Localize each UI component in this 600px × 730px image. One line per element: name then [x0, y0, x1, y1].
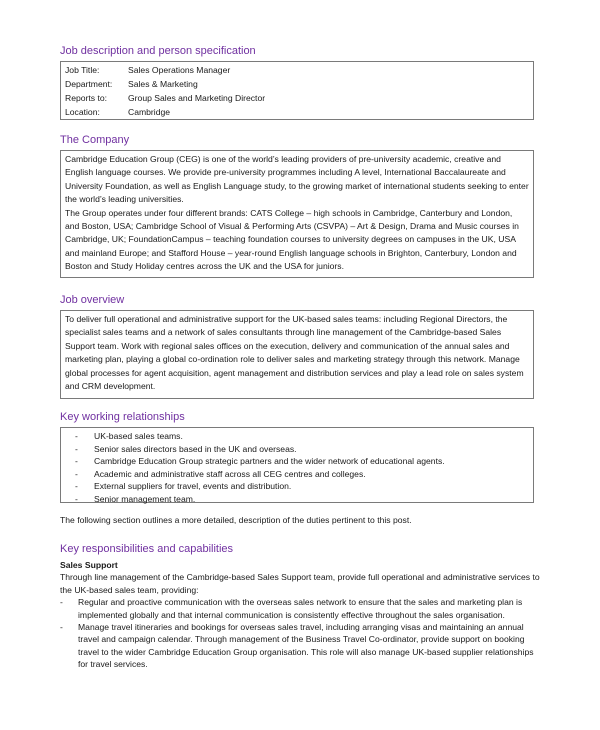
list-item: - Regular and proactive communication with the overseas sales network to ensure that the sales and marketing plan is implemented globally and that internal communication is consistently effective throughout the sales organisation.	[60, 597, 523, 620]
job-spec-table	[60, 61, 534, 120]
sales-support-subheading: Sales Support	[60, 560, 118, 570]
list-item: - Senior management team.	[75, 493, 196, 504]
company-heading: The Company	[60, 134, 130, 146]
relationships-list	[61, 428, 533, 505]
company-paragraph: Cambridge Education Group (CEG) is one of the world’s leading providers of pre-university academic, creative and English language courses. We provide pre-university programmes including A level, International Baccalaureate and University Foundation, as well as English Language study, to the growing market of international students seeking to enter the world’s leading universities.	[65, 154, 529, 205]
department-row	[61, 77, 533, 91]
list-item: - Academic and administrative staff across all CEG centres and colleges.	[75, 468, 366, 479]
list-item: - Cambridge Education Group strategic partners and the wider network of educational agents.	[75, 456, 445, 466]
list-item: - Senior sales directors based in the UK and overseas.	[75, 443, 297, 454]
department-label: Department:	[65, 79, 113, 89]
company-box	[60, 150, 534, 278]
intro-note: The following section outlines a more detailed, description of the duties pertinent to this post.	[60, 515, 412, 525]
overview-box	[60, 310, 534, 399]
reports-to-row	[61, 91, 533, 105]
job-title-label: Job Title:	[65, 65, 100, 75]
overview-text: To deliver full operational and administrative support for the UK-based sales teams: including Regional Directors, the specialist sales teams and a network of sales consultants through line management of the Cambridge-based Sales Support team. Work with regional sales offices on the execution, delivery and communication of the annual sales and marketing plan, playing a global co-ordination role to deliver sales and marketing strategy through this network. Manage global processes for agent acquisition, agent management and distribution services and play a lead role on sales system and CRM development.	[65, 314, 524, 392]
job-title-row	[61, 63, 533, 77]
responsibilities-heading: Key responsibilities and capabilities	[60, 543, 234, 555]
location-row	[61, 105, 533, 119]
location-value: Cambridge	[128, 107, 171, 117]
reports-to-label: Reports to:	[65, 93, 108, 103]
responsibilities-intro: Through line management of the Cambridge-based Sales Support team, provide full operational and administrative services to the UK-based sales team, providing:	[60, 572, 540, 595]
job-title-value: Sales Operations Manager	[128, 65, 231, 75]
company-paragraph: The Group operates under four different brands: CATS College – high schools in Cambridge, Canterbury and London, and Boston, USA; Cambridge School of Visual & Performing Arts (CSVPA) – Art & Design, Drama and Music courses in Cambridge, UK; FoundationCampus – teaching foundation courses to university degrees on campuses in the UK, USA and mainland Europe; and Stafford House – year-round English language schools in Brighton, Canterbury, London and Boston and Study Holiday centres across the UK and the USA for juniors.	[65, 207, 519, 272]
department-value: Sales & Marketing	[128, 79, 198, 89]
reports-to-value: Group Sales and Marketing Director	[128, 93, 266, 103]
list-item: - External suppliers for travel, events and distribution.	[75, 481, 292, 491]
responsibilities-section	[60, 559, 540, 671]
location-label: Location:	[65, 107, 100, 117]
relationships-box	[60, 427, 534, 503]
list-item: - Manage travel itineraries and bookings for overseas sales travel, including arranging visas and maintaining an annual travel and campaign calendar. Through management of the Business Travel Co-ordinator, provide support on booking travel to the wider Cambridge Education Group organisation. This role will also manage UK-based supplier relationships for travel services.	[60, 622, 534, 670]
list-item: - UK-based sales teams.	[75, 431, 183, 441]
overview-heading: Job overview	[60, 294, 125, 306]
job-spec-heading: Job description and person specification	[60, 45, 256, 57]
responsibilities-list	[60, 596, 540, 670]
relationships-heading: Key working relationships	[60, 411, 185, 423]
